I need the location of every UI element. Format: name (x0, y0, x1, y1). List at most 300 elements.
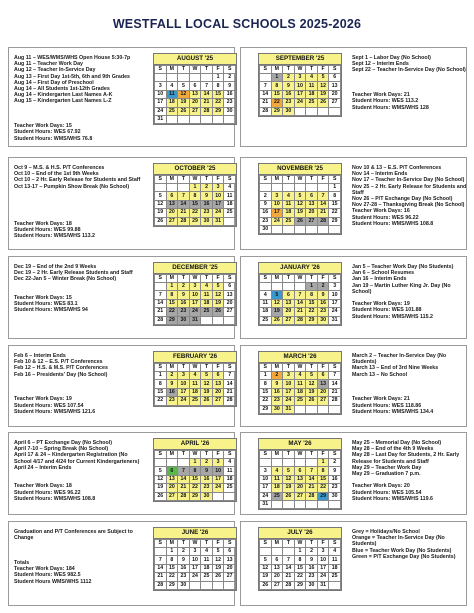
day-cell: 30 (224, 107, 236, 115)
day-cell (178, 115, 190, 123)
day-cell: 10 (212, 192, 224, 200)
day-cell: 5 (317, 74, 329, 82)
note-line: Aug 11 – WES/WMS/WHS Open House 5:30-7p (14, 55, 131, 61)
day-cell: 27 (166, 217, 178, 225)
day-cell: 8 (294, 556, 306, 564)
note-line: Sept 12 – Interim Ends (352, 61, 409, 68)
day-cell: 10 (155, 90, 167, 98)
day-cell: 8 (189, 192, 201, 200)
note-line: Student Hours: WES 96.22 (14, 489, 81, 496)
note-line: Aug 12 – Teacher In-Service Day (14, 67, 96, 74)
note-line: April 17 & 24 – Kindergarten Registration (No School 4/17 and 4/24 for Current Kindergarteners) (14, 452, 140, 465)
day-cell: 24 (329, 308, 341, 316)
day-cell: 5 (260, 556, 272, 564)
day-cell: 17 (283, 388, 295, 396)
day-cell: 10 (189, 291, 201, 299)
day-cell: 31 (329, 316, 341, 324)
day-cell (329, 500, 341, 508)
note-line: Totals (14, 560, 30, 567)
day-cell: 7 (306, 467, 318, 475)
day-cell: 26 (306, 397, 318, 405)
day-cell: 9 (283, 82, 295, 90)
day-cell: 20 (329, 90, 341, 98)
weekday-label: T (201, 364, 213, 372)
day-cell (317, 107, 329, 115)
month-grid (259, 65, 341, 116)
weekday-label: W (294, 66, 306, 74)
day-cell (212, 115, 224, 123)
day-cell: 23 (317, 308, 329, 316)
day-cell: 18 (329, 564, 341, 572)
day-cell: 1 (212, 74, 224, 82)
day-cell: 18 (283, 209, 295, 217)
note-line: Aug 11 – Teacher Work Day (14, 61, 83, 68)
day-cell: 16 (178, 564, 190, 572)
day-cell: 2 (178, 548, 190, 556)
month-calendar (258, 53, 342, 117)
day-cell: 29 (166, 316, 178, 324)
day-cell: 3 (317, 548, 329, 556)
day-cell: 24 (271, 217, 283, 225)
week-row (155, 564, 236, 572)
month-grid (154, 363, 236, 406)
weekday-label: M (166, 364, 178, 372)
day-cell: 2 (329, 459, 341, 467)
right-notes (352, 264, 470, 320)
day-cell (201, 581, 213, 589)
day-cell: 19 (271, 308, 283, 316)
day-cell: 7 (224, 372, 236, 380)
day-cell: 24 (178, 397, 190, 405)
weekday-label: S (224, 540, 236, 548)
day-cell: 13 (329, 82, 341, 90)
day-cell: 4 (283, 192, 295, 200)
day-cell: 1 (329, 184, 341, 192)
weekday-label: F (317, 66, 329, 74)
day-cell: 19 (201, 388, 213, 396)
day-cell: 29 (189, 492, 201, 500)
weekday-label: S (329, 275, 341, 283)
weekday-label: T (178, 540, 190, 548)
day-cell: 7 (283, 556, 295, 564)
day-cell (283, 459, 295, 467)
month-header: DECEMBER '25 (154, 263, 236, 274)
month-grid (259, 363, 341, 414)
day-cell: 17 (329, 299, 341, 307)
weekday-label: S (155, 364, 167, 372)
week-row (260, 500, 341, 508)
week-row (155, 82, 236, 90)
day-cell: 23 (283, 99, 295, 107)
week-row (260, 564, 341, 572)
week-row (155, 467, 236, 475)
day-cell: 28 (260, 107, 272, 115)
note-line: Oct 13-17 – Pumpkin Show Break (No School) (14, 183, 130, 190)
day-cell: 11 (294, 380, 306, 388)
day-cell (189, 115, 201, 123)
weekday-row (155, 451, 236, 459)
note-line: Teacher Work Days: 184 (14, 566, 75, 573)
day-cell: 17 (271, 209, 283, 217)
day-cell: 11 (260, 299, 272, 307)
left-notes (14, 353, 142, 415)
day-cell: 30 (201, 492, 213, 500)
month-grid (154, 450, 236, 501)
day-cell: 5 (271, 291, 283, 299)
day-cell (294, 500, 306, 508)
day-cell: 19 (155, 484, 167, 492)
day-cell: 23 (271, 397, 283, 405)
day-cell (212, 581, 224, 589)
day-cell: 10 (212, 467, 224, 475)
day-cell (212, 316, 224, 324)
week-row (260, 316, 341, 324)
week-row (155, 308, 236, 316)
month-calendar (258, 351, 342, 415)
day-cell: 23 (201, 209, 213, 217)
weekday-label: F (317, 540, 329, 548)
day-cell: 5 (283, 467, 295, 475)
month-grid (154, 274, 236, 325)
day-cell: 26 (212, 573, 224, 581)
month-calendar (153, 53, 237, 125)
day-cell: 11 (189, 380, 201, 388)
day-cell: 8 (329, 192, 341, 200)
day-cell: 27 (317, 397, 329, 405)
day-cell: 30 (201, 217, 213, 225)
weekday-label: T (306, 176, 318, 184)
day-cell (329, 225, 341, 233)
weekday-label: W (294, 540, 306, 548)
note-line: Teacher Work Days: 18 (14, 483, 72, 490)
week-row (155, 299, 236, 307)
day-cell: 3 (283, 372, 295, 380)
day-cell (329, 405, 341, 413)
day-cell: 17 (212, 475, 224, 483)
day-cell: 26 (155, 492, 167, 500)
day-cell (166, 74, 178, 82)
day-cell: 25 (260, 316, 272, 324)
weekday-label: M (271, 364, 283, 372)
day-cell: 10 (271, 200, 283, 208)
weekday-label: F (212, 66, 224, 74)
weekday-row (260, 364, 341, 372)
day-cell: 12 (178, 90, 190, 98)
day-cell: 12 (212, 291, 224, 299)
day-cell (306, 225, 318, 233)
day-cell: 7 (201, 82, 213, 90)
day-cell: 13 (166, 200, 178, 208)
day-cell: 1 (317, 459, 329, 467)
month-calendar (153, 351, 237, 407)
day-cell: 21 (294, 308, 306, 316)
week-row (260, 99, 341, 107)
month-calendar (258, 262, 342, 326)
day-cell: 27 (166, 492, 178, 500)
note-line: Dec 22-Jan 5 – Winter Break (No School) (14, 276, 117, 283)
day-cell: 9 (271, 380, 283, 388)
day-cell: 22 (189, 484, 201, 492)
day-cell: 21 (178, 209, 190, 217)
day-cell (271, 548, 283, 556)
weekday-label: T (283, 540, 295, 548)
day-cell: 22 (189, 209, 201, 217)
day-cell: 13 (271, 564, 283, 572)
day-cell: 24 (294, 99, 306, 107)
day-cell (166, 459, 178, 467)
day-cell: 20 (212, 388, 224, 396)
note-line: Blue = Teacher Work Day (No Students) (352, 547, 452, 554)
weekday-label: S (329, 66, 341, 74)
day-cell: 18 (166, 99, 178, 107)
day-cell: 29 (317, 492, 329, 500)
day-cell: 15 (317, 475, 329, 483)
weekday-label: S (260, 540, 272, 548)
left-notes (14, 55, 142, 142)
day-cell (201, 74, 213, 82)
day-cell: 18 (201, 564, 213, 572)
note-line: Teacher Work Days: 21 (352, 396, 410, 403)
day-cell: 23 (224, 99, 236, 107)
weekday-label: T (306, 451, 318, 459)
day-cell: 16 (201, 200, 213, 208)
week-row (155, 388, 236, 396)
day-cell: 22 (155, 397, 167, 405)
day-cell: 24 (155, 107, 167, 115)
note-line: Teacher Work Days: 15 (14, 123, 72, 130)
day-cell: 10 (317, 556, 329, 564)
left-notes (14, 165, 142, 239)
day-cell (260, 283, 272, 291)
day-cell: 21 (329, 388, 341, 396)
day-cell: 3 (271, 192, 283, 200)
day-cell: 19 (317, 90, 329, 98)
day-cell: 25 (201, 573, 213, 581)
weekday-label: T (201, 275, 213, 283)
week-row (155, 200, 236, 208)
week-row (155, 581, 236, 589)
day-cell: 26 (178, 107, 190, 115)
day-cell: 18 (294, 388, 306, 396)
day-cell: 31 (189, 316, 201, 324)
day-cell: 4 (224, 459, 236, 467)
weekday-label: W (294, 364, 306, 372)
day-cell: 13 (224, 556, 236, 564)
week-row (155, 397, 236, 405)
day-cell: 16 (306, 564, 318, 572)
day-cell: 8 (212, 82, 224, 90)
day-cell: 14 (178, 475, 190, 483)
day-cell: 3 (294, 74, 306, 82)
day-cell: 11 (224, 467, 236, 475)
week-row (260, 90, 341, 98)
week-row (155, 283, 236, 291)
weekday-label: M (271, 275, 283, 283)
note-line: Aug 14 – Kindergarten Last Names A-K (14, 92, 113, 99)
weekday-label: W (189, 540, 201, 548)
week-row (260, 107, 341, 115)
weekday-row (260, 451, 341, 459)
week-row (260, 467, 341, 475)
note-line: April 6 – PT Exchange Day (No School) (14, 440, 113, 446)
note-line: Sept 22 – Teacher In-Service Day (No School) (352, 67, 466, 74)
day-cell: 31 (155, 115, 167, 123)
note-line: March 2 – Teacher In-Service Day (No Students) (352, 353, 447, 366)
day-cell: 25 (201, 308, 213, 316)
month-header: JUNE '26 (154, 528, 236, 539)
weekday-label: S (260, 66, 272, 74)
day-cell: 21 (283, 573, 295, 581)
note-line: Student Hours: WES 101.88 (352, 307, 422, 314)
day-cell: 16 (224, 90, 236, 98)
note-line: Student Hours: WMS/WHS 121.6 (14, 408, 96, 415)
week-row (155, 107, 236, 115)
day-cell: 30 (306, 581, 318, 589)
day-cell: 6 (166, 467, 178, 475)
day-cell: 9 (260, 200, 272, 208)
day-cell: 21 (317, 209, 329, 217)
day-cell: 27 (294, 492, 306, 500)
week-row (260, 283, 341, 291)
day-cell: 19 (178, 99, 190, 107)
weekday-label: T (306, 540, 318, 548)
day-cell: 15 (155, 388, 167, 396)
note-line: Teacher Work Days: 20 (352, 483, 410, 490)
day-cell (306, 107, 318, 115)
day-cell: 3 (329, 283, 341, 291)
week-row (155, 484, 236, 492)
day-cell: 18 (306, 90, 318, 98)
weekday-label: T (306, 66, 318, 74)
week-row (260, 291, 341, 299)
day-cell (306, 459, 318, 467)
weekday-label: T (201, 540, 213, 548)
note-line: Teacher Work Days: 15 (14, 295, 72, 302)
day-cell: 2 (317, 283, 329, 291)
day-cell: 29 (329, 217, 341, 225)
day-cell: 31 (260, 500, 272, 508)
day-cell: 19 (155, 209, 167, 217)
week-row (260, 184, 341, 192)
week-row (155, 217, 236, 225)
left-notes (14, 440, 142, 502)
day-cell: 27 (283, 316, 295, 324)
note-line: Nov 25 – 2 Hr. Early Release for Students and Staff (352, 183, 467, 196)
week-row (260, 308, 341, 316)
week-row (260, 74, 341, 82)
note-line: Nov 17 – Teacher In-Service Day (No School) (352, 177, 465, 184)
day-cell (224, 316, 236, 324)
day-cell: 22 (306, 308, 318, 316)
week-row (260, 492, 341, 500)
day-cell (178, 74, 190, 82)
week-row (260, 581, 341, 589)
weekday-label: W (189, 176, 201, 184)
month-grid (259, 539, 341, 590)
day-cell: 14 (317, 200, 329, 208)
day-cell: 17 (212, 200, 224, 208)
note-line: May 28 – Last Day for Students, 2 Hr. Early Release for Students and Staff (352, 452, 460, 465)
day-cell: 5 (155, 467, 167, 475)
day-cell (260, 548, 272, 556)
month-header: NOVEMBER '25 (259, 164, 341, 175)
day-cell (317, 500, 329, 508)
weekday-label: S (329, 451, 341, 459)
right-notes (352, 353, 470, 415)
day-cell: 27 (329, 99, 341, 107)
day-cell: 2 (283, 74, 295, 82)
weekday-label: W (189, 451, 201, 459)
note-line: Student Hours: WMS/WHS 115.2 (352, 313, 433, 320)
day-cell: 10 (283, 380, 295, 388)
day-cell: 9 (178, 291, 190, 299)
day-cell (329, 107, 341, 115)
day-cell: 12 (283, 475, 295, 483)
week-row (260, 299, 341, 307)
note-line: Nov 10 & 13 – E.S. P/T Conferences (352, 165, 442, 171)
day-cell: 6 (166, 192, 178, 200)
day-cell (224, 217, 236, 225)
day-cell (224, 115, 236, 123)
month-calendar (258, 527, 342, 591)
day-cell: 23 (260, 217, 272, 225)
day-cell: 9 (329, 467, 341, 475)
note-line: Student Hours: WES 96.22 (352, 214, 419, 221)
day-cell: 14 (155, 299, 167, 307)
day-cell: 9 (224, 82, 236, 90)
day-cell: 16 (271, 388, 283, 396)
week-row (260, 548, 341, 556)
day-cell: 14 (306, 475, 318, 483)
day-cell (283, 500, 295, 508)
day-cell: 15 (166, 564, 178, 572)
day-cell: 7 (260, 82, 272, 90)
day-cell: 13 (306, 200, 318, 208)
day-cell (283, 548, 295, 556)
day-cell: 7 (317, 192, 329, 200)
day-cell: 7 (329, 372, 341, 380)
note-line: April 24 – Interim Ends (14, 464, 72, 471)
day-cell (189, 581, 201, 589)
day-cell: 13 (317, 380, 329, 388)
weekday-label: S (155, 66, 167, 74)
day-cell: 4 (329, 548, 341, 556)
day-cell: 18 (260, 308, 272, 316)
day-cell: 23 (178, 308, 190, 316)
note-line: May 29 – Teacher Work Day (352, 464, 422, 471)
day-cell: 2 (201, 459, 213, 467)
weekday-label: W (294, 451, 306, 459)
day-cell: 11 (166, 90, 178, 98)
day-cell: 6 (283, 291, 295, 299)
month-header: OCTOBER '25 (154, 164, 236, 175)
weekday-row (260, 176, 341, 184)
day-cell: 7 (155, 291, 167, 299)
day-cell: 4 (224, 184, 236, 192)
weekday-label: M (166, 451, 178, 459)
day-cell: 24 (283, 397, 295, 405)
day-cell: 28 (178, 217, 190, 225)
day-cell: 18 (271, 484, 283, 492)
weekday-label: S (224, 275, 236, 283)
day-cell (306, 405, 318, 413)
day-cell: 14 (224, 380, 236, 388)
day-cell: 5 (155, 192, 167, 200)
weekday-label: S (224, 66, 236, 74)
note-line: Student Hours: WES 113.2 (352, 98, 419, 105)
day-cell: 4 (189, 372, 201, 380)
day-cell: 9 (166, 380, 178, 388)
